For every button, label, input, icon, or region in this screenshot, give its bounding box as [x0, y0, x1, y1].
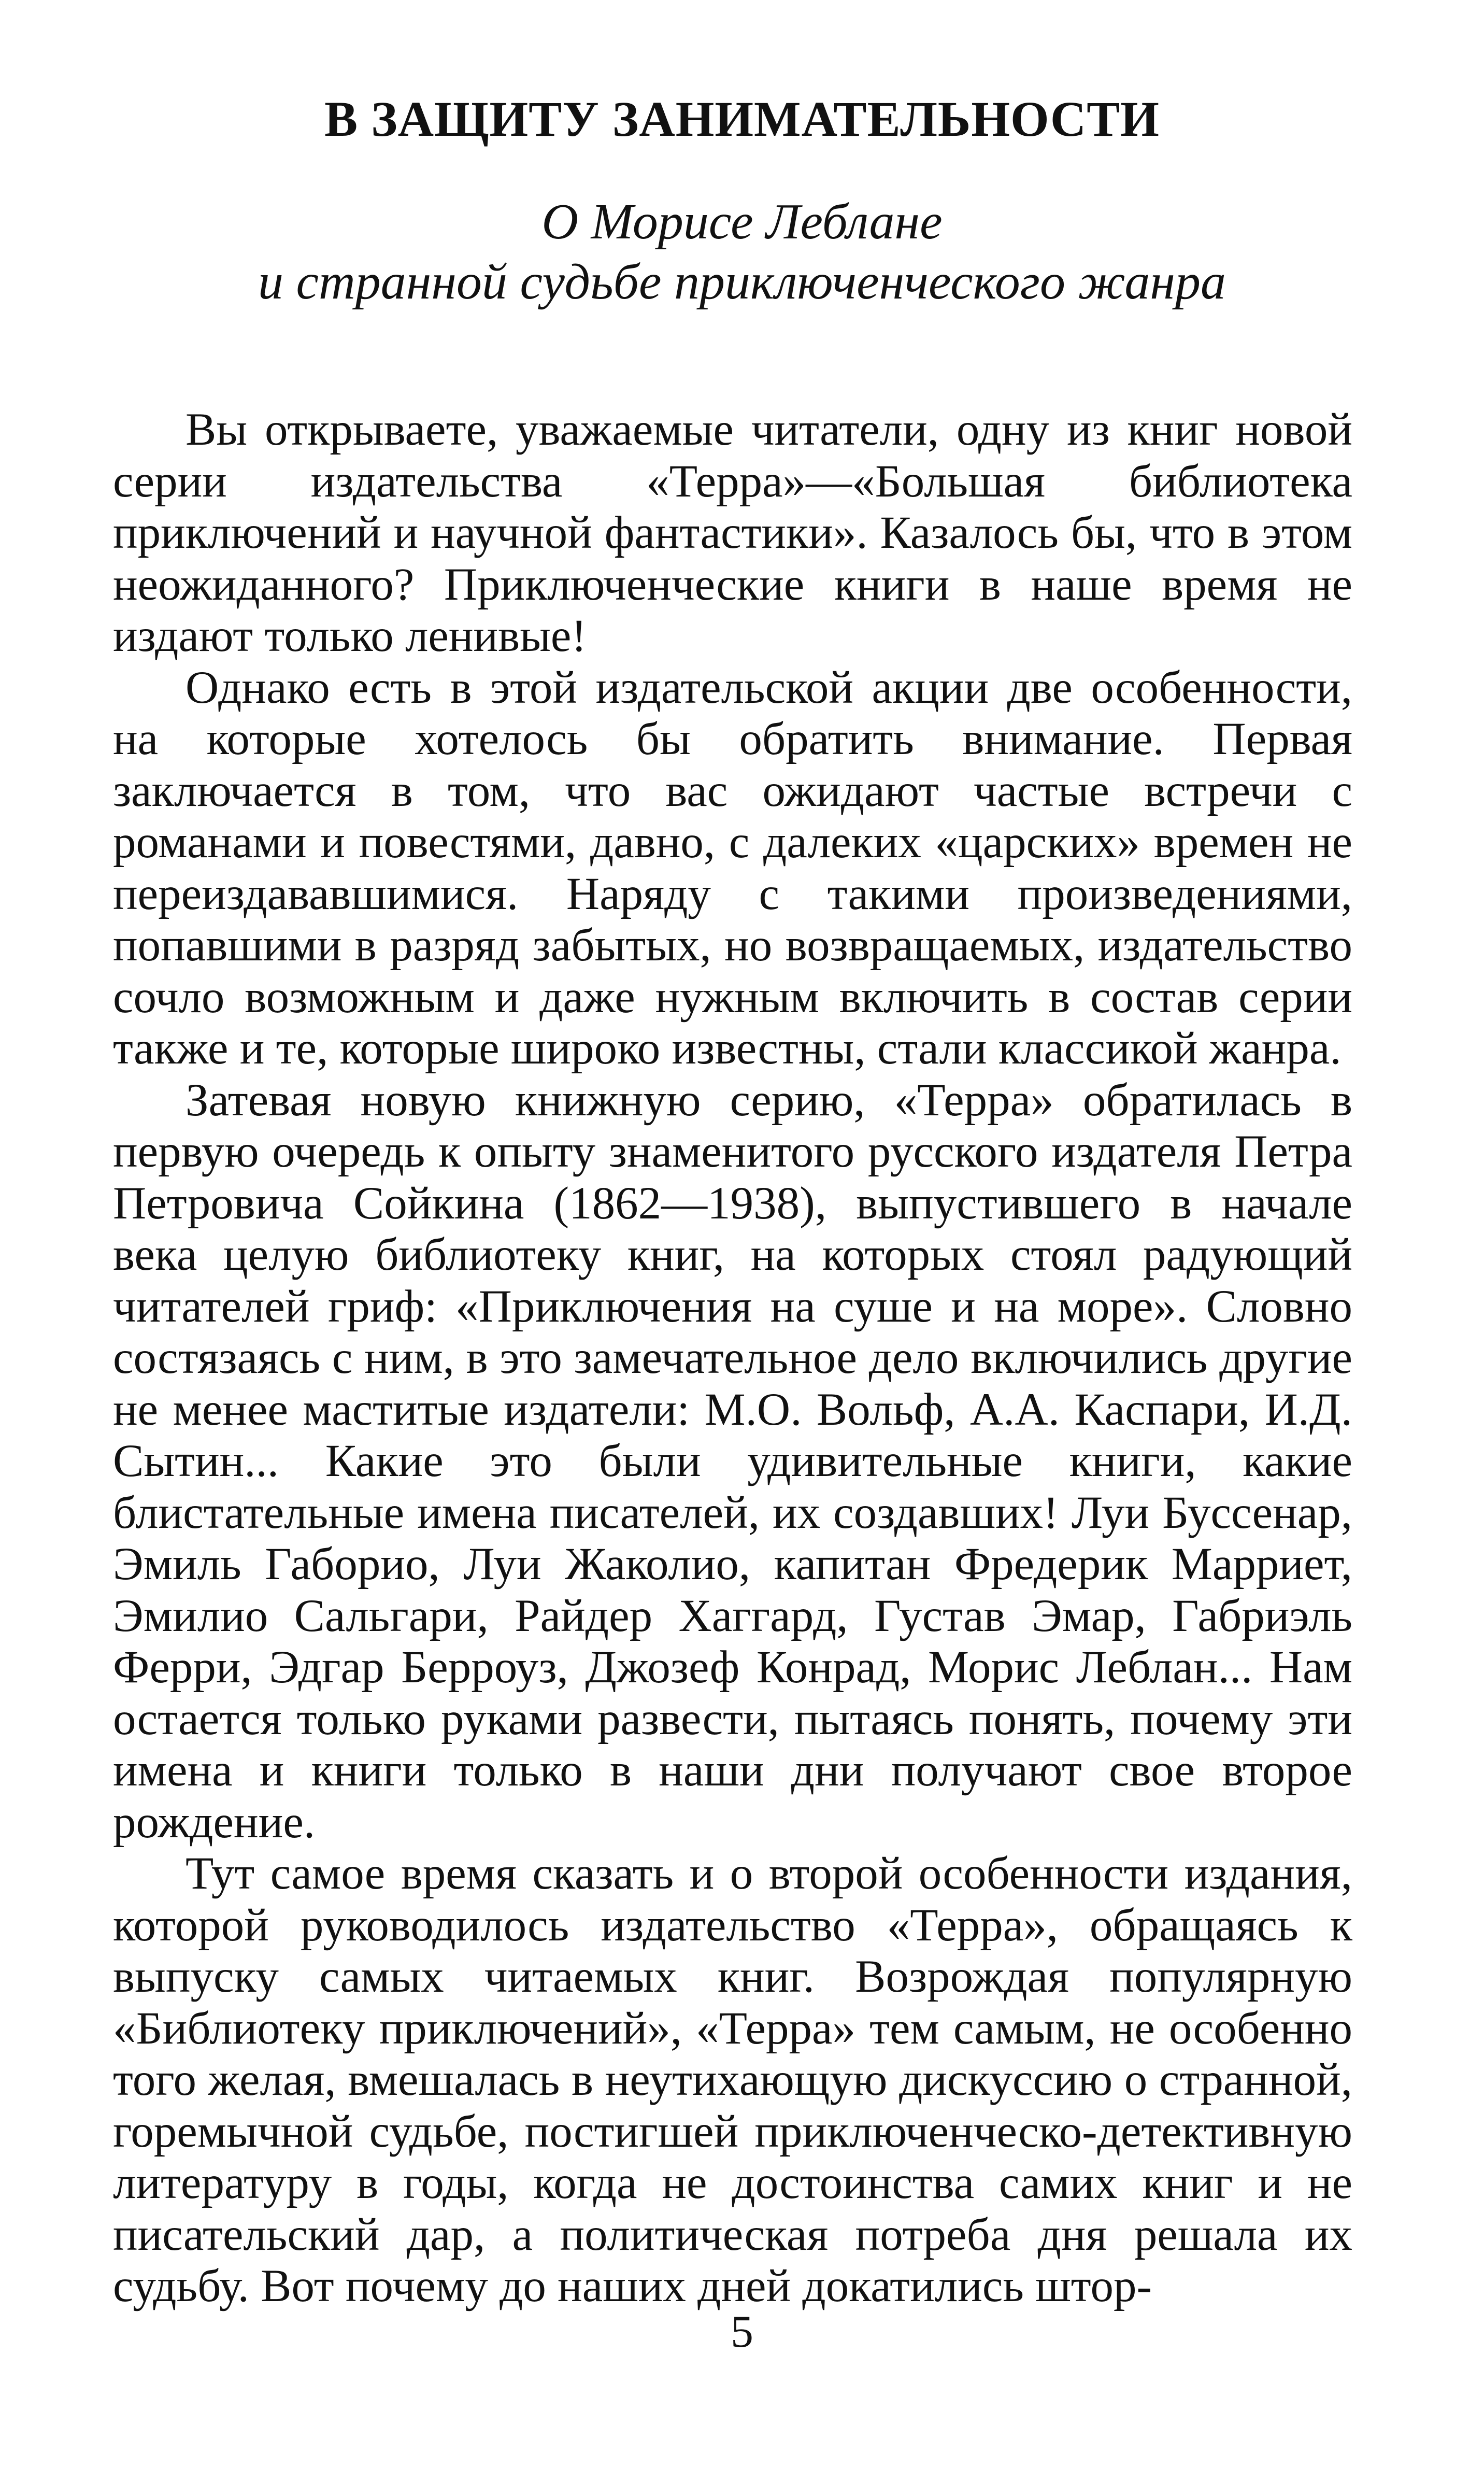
subtitle-line-1: О Морисе Леблане: [541, 194, 943, 250]
page-subtitle: [0, 192, 1484, 312]
page-number: 5: [731, 2307, 753, 2357]
body-text: [113, 404, 1352, 2313]
page-title: В ЗАЩИТУ ЗАНИМАТЕЛЬНОСТИ: [324, 91, 1160, 147]
paragraph-4: Тут самое время сказать и о второй особенности издания, которой руководилось издательство «Терра», обращаясь к выпуску самых читаемых книг. Возрождая популярную «Библиотеку приключений», «Терра» тем самым, не особенно того желая, вмешалась в неутихающую дискуссию о странной, горемычной судьбе, постигшей приключенческо-детективную литературу в годы, когда не достоинства самих книг и не писательский дар, а политическая потреба дня решала их судьбу. Вот почему до наших дней докатились штор-: [113, 1848, 1352, 2311]
paragraph-3: Затевая новую книжную серию, «Терра» обратилась в первую очередь к опыту знаменитого русского издателя Петра Петровича Сойкина (1862—1938), выпустившего в начале века целую библиотеку книг, на которых стоял радующий читателей гриф: «Приключения на суше и на море». Словно состязаясь с ним, в это замечательное дело включились другие не менее маститые издатели: М.О. Вольф, А.А. Каспари, И.Д. Сытин... Какие это были удивительные книги, какие блистательные имена писателей, их создавших! Луи Буссенар, Эмиль Габорио, Луи Жаколио, капитан Фредерик Марриет, Эмилио Сальгари, Райдер Хаггард, Густав Эмар, Габриэль Ферри, Эдгар Берроуз, Джозеф Конрад, Морис Леблан... Нам остается только руками развести, пытаясь понять, почему эти имена и книги только в наши дни получают свое второе рождение.: [113, 1074, 1352, 1848]
paragraph-1: Вы открываете, уважаемые читатели, одну из книг новой серии издательства «Терра»—«Большая библиотека приключений и научной фантастики». Казалось бы, что в этом неожиданного? Приключенческие книги в наше время не издают только ленивые!: [113, 404, 1352, 661]
paragraph-2: Однако есть в этой издательской акции две особенности, на которые хотелось бы обратить внимание. Первая заключается в том, что вас ожидают частые встречи с романами и повестями, давно, с далеких «царских» времен не переиздававшимися. Наряду с такими произведениями, попавшими в разряд забытых, но возвращаемых, издательство сочло возможным и даже нужным включить в состав серии также и те, которые широко известны, стали классикой жанра.: [113, 662, 1352, 1074]
subtitle-line-2: и странной судьбе приключенческого жанра: [258, 254, 1226, 310]
